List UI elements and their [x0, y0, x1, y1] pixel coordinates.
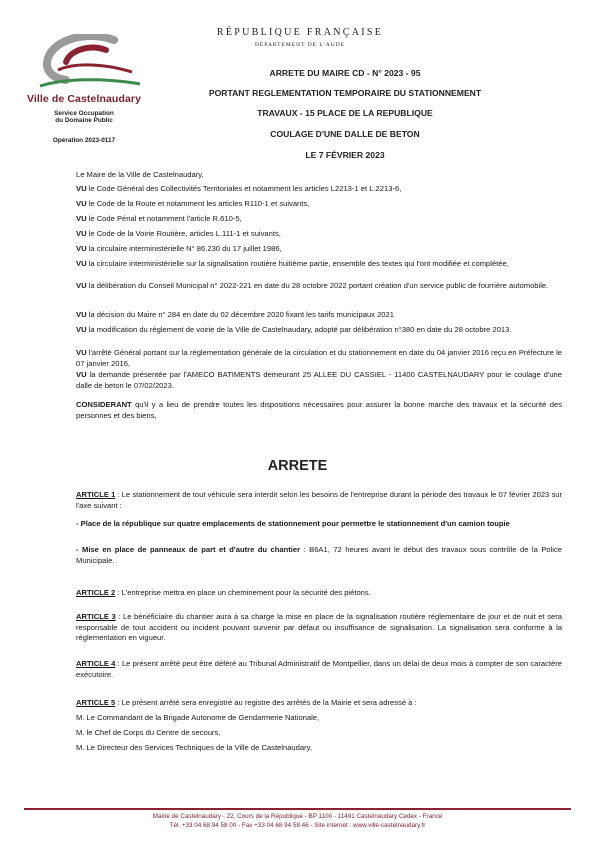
legal-reference-text: la décision du Maire n° 284 en date du 02 décembre 2020 fixant les tarifs municipaux 2021: [86, 310, 394, 319]
article-text: : Le stationnement de tout véhicule sera interdit selon les besoins de l'entreprise durant la période des travaux le 07 février 2023 sur l'axe suivant :: [76, 490, 562, 510]
legal-reference-text: le Code Pénal et notamment l'article R.610-5,: [86, 214, 242, 223]
legal-reference: [76, 244, 562, 255]
legal-reference: [76, 259, 562, 270]
legal-reference-text: le Code de la Route et notamment les articles R110-1 et suivants,: [86, 199, 310, 208]
legal-reference: [76, 348, 562, 369]
footer-divider: [24, 808, 571, 810]
legal-reference-lead: VU: [76, 310, 87, 319]
article-4: [76, 659, 562, 680]
article-label: ARTICLE 2: [76, 588, 116, 597]
legal-reference-text: le Code de la Voirie Routière, articles L.111-1 et suivants,: [86, 229, 281, 238]
operation-number: Opération 2023-0117: [52, 137, 116, 144]
footer-contact: Tél. +33 04 68 94 58 00 - Fax +33 04 68 94 58 46 - Site internet : www.ville-castelnaudary.fr: [169, 822, 426, 829]
article-label: ARTICLE 4: [76, 659, 116, 668]
article-1-bullet: - Place de la république sur quatre emplacements de stationnement pour permettre le stationnement d'un camion toupie: [76, 519, 510, 528]
article-text: : L'entreprise mettra en place un cheminement pour la sécurité des piétons.: [115, 588, 371, 597]
article-label: ARTICLE 5: [76, 698, 116, 707]
decree-works-location: TRAVAUX - 15 PLACE DE LA REPUBLIQUE: [257, 108, 433, 118]
mayor-line: Le Maire de la Ville de Castelnaudary,: [76, 170, 204, 179]
decree-subject: PORTANT REGLEMENTATION TEMPORAIRE DU STATIONNEMENT: [208, 88, 482, 98]
bullet-text: : B6A1, 72 heures avant le début des travaux sous contrôle de la Police Municipale.: [76, 545, 562, 565]
bullet-lead: - Mise en place de panneaux de part et d'autre du chantier: [76, 545, 301, 554]
legal-reference-text: la délibération du Conseil Municipal n° 2022-221 en date du 28 octobre 2022 portant création d'un service public de fourrière automobile.: [86, 281, 549, 290]
legal-reference: [76, 325, 562, 336]
article-5: [76, 698, 562, 709]
legal-reference-lead: VU: [76, 244, 87, 253]
legal-reference: [76, 229, 562, 240]
footer-address: Mairie de Castelnaudary - 22, Cours de la République - BP 1100 - 11491 Castelnaudary Cedex - France: [152, 813, 443, 820]
arrete-heading: ARRETE: [267, 458, 328, 474]
service-name-line: du Domaine Public: [55, 117, 113, 124]
legal-reference-text: la modification du règlement de voirie de la Ville de Castelnaudary, adopté par délibération n°380 en date du 28 octobre 2013.: [86, 325, 512, 334]
article-label: ARTICLE 1: [76, 490, 116, 499]
article-1: [76, 490, 562, 511]
considering-lead: CONSIDERANT: [76, 400, 132, 409]
legal-reference-text: la demande présentée par l'AMECO BATIMENTS demeurant 25 ALLEE DU CASSIEL - 11400 CASTELNAUDARY pour le coulage d'une dalle de beton le 07/02/2023.: [76, 370, 562, 390]
article-label: ARTICLE 3: [76, 612, 116, 621]
article-3: [76, 612, 562, 644]
considering-clause: [76, 400, 562, 421]
legal-reference: [76, 199, 562, 210]
legal-reference: [76, 214, 562, 225]
city-logo-icon: [36, 34, 144, 94]
legal-reference-text: le Code Général des Collectivités Territoriales et notamment les articles L2213-1 et L.2213-6,: [86, 184, 402, 193]
legal-reference-lead: VU: [76, 199, 87, 208]
legal-reference-lead: VU: [76, 370, 87, 379]
decree-date: LE 7 FÉVRIER 2023: [305, 150, 385, 160]
legal-reference: [76, 370, 562, 391]
republic-heading: RÉPUBLIQUE FRANÇAISE: [216, 27, 384, 38]
decree-number: ARRETE DU MAIRE CD - N° 2023 - 95: [269, 68, 421, 78]
legal-reference-text: la circulaire interministérielle N° 86.230 du 17 juillet 1986,: [86, 244, 282, 253]
department-heading: DÉPARTEMENT DE L'AUDE: [254, 42, 346, 48]
legal-reference-lead: VU: [76, 184, 87, 193]
recipient-line: M. Le Directeur des Services Techniques de la Ville de Castelnaudary,: [76, 743, 312, 752]
legal-reference-text: l'arrêté Général portant sur la réglementation générale de la circulation et du stationnement en date du 04 janvier 2016 reçu en Préfecture le 07 janvier 2016,: [76, 348, 562, 368]
article-2: [76, 588, 562, 599]
legal-reference-lead: VU: [76, 214, 87, 223]
service-name-line: Service Occupation: [54, 110, 114, 117]
article-text: : Le présent arrêté peut être déféré au Tribunal Administratif de Montpellier, dans un délai de deux mois à compter de son caractère exécutoire.: [76, 659, 562, 679]
considering-text: qu'il y a lieu de prendre toutes les dispositions nécessaires pour assurer la bonne marche des travaux et la sécurité des personnes et des biens,: [76, 400, 562, 420]
legal-reference-lead: VU: [76, 348, 87, 357]
article-text: : Le bénéficiaire du chantier aura à sa charge la mise en place de la signalisation routière réglementaire de jour et de nuit et sera responsable de tout accident ou incident pouvant survenir par défaut ou insuffisance de signalisation. La signalisation sera conforme à la réglementation en vigueur.: [76, 612, 562, 642]
legal-reference-lead: VU: [76, 259, 87, 268]
recipient-line: M. le Chef de Corps du Centre de secours,: [76, 728, 221, 737]
legal-reference-lead: VU: [76, 325, 87, 334]
legal-reference-lead: VU: [76, 229, 87, 238]
article-1-bullet: [76, 545, 562, 566]
legal-reference: [76, 310, 562, 321]
recipient-line: M. Le Commandant de la Brigade Autonome de Gendarmerie Nationale,: [76, 713, 320, 722]
decree-works-type: COULAGE D'UNE DALLE DE BETON: [270, 129, 420, 139]
legal-reference-text: la circulaire interministérielle sur la signalisation routière huitième partie, ensemble des textes qui l'ont modifiée et complétée,: [86, 259, 509, 268]
legal-reference-lead: VU: [76, 281, 87, 290]
legal-reference: [76, 281, 562, 292]
legal-reference: [76, 184, 562, 195]
city-name: Ville de Castelnaudary: [26, 93, 142, 105]
article-text: : Le présent arrêté sera enregistré au registre des arrêtés de la Mairie et sera adressé à :: [115, 698, 417, 707]
